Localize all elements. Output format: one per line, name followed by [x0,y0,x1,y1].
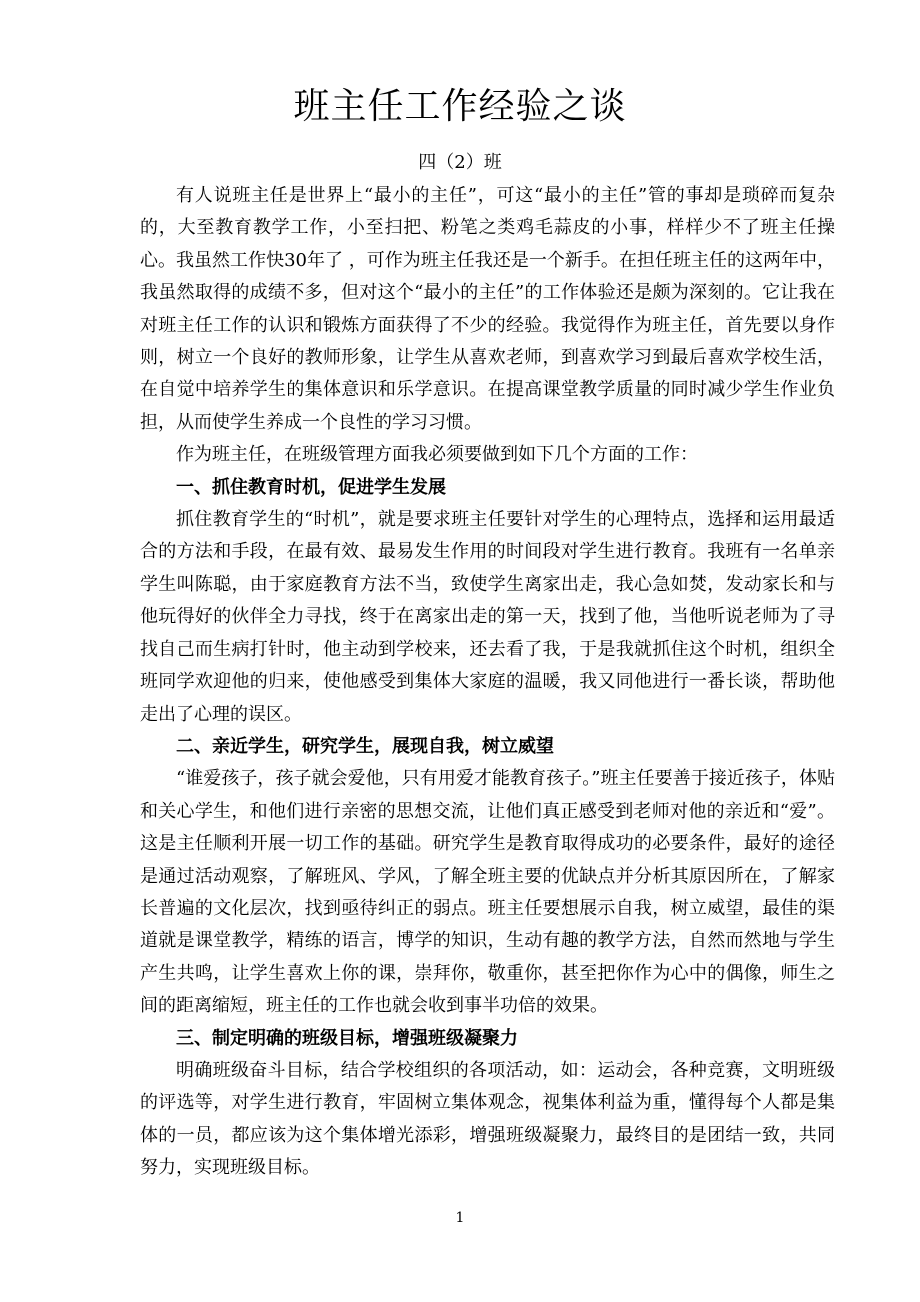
section-2-paragraph: “谁爱孩子，孩子就会爱他，只有用爱才能教育孩子。”班主任要善于接近孩子，体贴和关心学生，和他们进行亲密的思想交流，让他们真正感受到老师对他的亲近和“爱”。这是主任顺利开展一切工作的基础。研究学生是教育取得成功的必要条件，最好的途径是通过活动观察，了解班风、学风，了解全班主要的优缺点并分析其原因所在，了解家长普遍的文化层次，找到亟待纠正的弱点。班主任要想展示自我，树立威望，最佳的渠道就是课堂教学，精练的语言，博学的知识，生动有趣的教学方法，自然而然地与学生产生共鸣，让学生喜欢上你的课，崇拜你，敬重你，甚至把你作为心中的偶像，师生之间的距离缩短，班主任的工作也就会收到事半功倍的效果。 [140,768,835,1017]
section-3-paragraph: 明确班级奋斗目标，结合学校组织的各项活动，如：运动会，各种竞赛，文明班级的评选等，对学生进行教育，牢固树立集体观念，视集体利益为重，懂得每个人都是集体的一员，都应该为这个集体增光添彩，增强班级凝聚力，最终目的是团结一致，共同努力，实现班级目标。 [140,1059,835,1179]
intro-paragraph: 有人说班主任是世界上“最小的主任”，可这“最小的主任”管的事却是琐碎而复杂的，大至教育教学工作，小至扫把、粉笔之类鸡毛蒜皮的小事，样样少不了班主任操心。我虽然工作快30年了 ，可作为班主任我还是一个新手。在担任班主任的这两年中，我虽然取得的成绩不多，但对这个“最小的主任”的工作体验还是颇为深刻的。它让我在对班主任工作的认识和锻炼方面获得了不少的经验。我觉得作为班主任，首先要以身作则，树立一个良好的教师形象，让学生从喜欢老师，到喜欢学习到最后喜欢学校生活，在自觉中培养学生的集体意识和乐学意识。在提高课堂教学质量的同时减少学生作业负担，从而使学生养成一个良性的学习习惯。 [140,185,835,433]
section-heading-2: 二、亲近学生，研究学生，展现自我，树立威望 [176,735,554,757]
section-heading-1: 一、抓住教育时机，促进学生发展 [176,476,446,498]
document-subtitle: 四（2）班 [418,152,502,173]
section-heading-3: 三、制定明确的班级目标，增强班级凝聚力 [176,1027,518,1049]
document-title: 班主任工作经验之谈 [293,86,627,127]
lead-paragraph: 作为班主任，在班级管理方面我必须要做到如下几个方面的工作： [176,444,698,466]
section-1-paragraph: 抓住教育学生的“时机”，就是要求班主任要针对学生的心理特点，选择和运用最适合的方法和手段，在最有效、最易发生作用的时间段对学生进行教育。我班有一名单亲学生叫陈聪，由于家庭教育方法不当，致使学生离家出走，我心急如焚，发动家长和与他玩得好的伙伴全力寻找，终于在离家出走的第一天，找到了他，当他听说老师为了寻找自己而生病打针时，他主动到学校来，还去看了我，于是我就抓住这个时机，组织全班同学欢迎他的归来，使他感受到集体大家庭的温暖，我又同他进行一番长谈，帮助他走出了心理的误区。 [140,509,835,725]
page-number: 1 [455,1210,465,1226]
document-body [140,180,835,1185]
